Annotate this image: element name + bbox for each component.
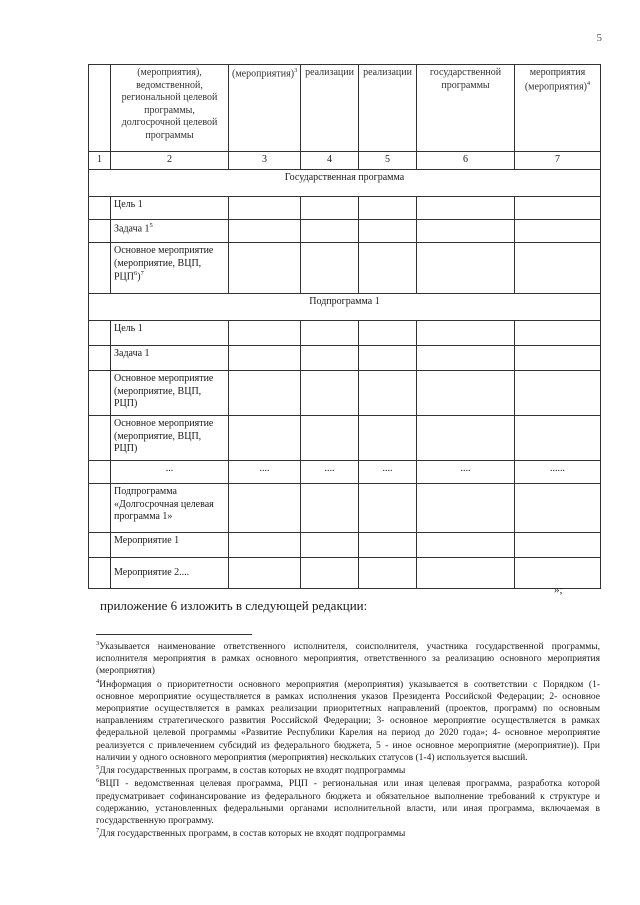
row-label-event: Мероприятие 1 — [111, 533, 229, 558]
header-cell-5: реализации — [359, 65, 417, 152]
footnote-5-text: Для государственных программ, в состав которых не входят подпрограммы — [99, 766, 406, 777]
ellipsis-label: ... — [111, 461, 229, 484]
row-label-goal: Цель 1 — [111, 197, 229, 220]
row-label-main-event: Основное мероприятие (мероприятие, ВЦП, РЦП$^6$)$^7$ — [111, 243, 229, 294]
table-row — [89, 243, 601, 294]
header-row — [89, 65, 601, 152]
header-cell-3 — [229, 65, 301, 152]
row-label-task-text: Задача 1 — [114, 223, 150, 235]
row-label-main-event-text: Основное мероприятие (мероприятие, ВЦП, РЦП — [114, 245, 214, 283]
ellipsis-cell: .... — [229, 461, 301, 484]
footnote-4-number: 4 — [96, 677, 100, 685]
footnote-ref-3: 3 — [294, 67, 298, 74]
ellipsis-cell: .... — [359, 461, 417, 484]
footnote-6-text: ВЦП - ведомственная целевая программа, РЦП - региональная или иная целевая программа, разработка которой предусматривает софинансирование из федерального бюджета и обязательное выполнение требований к структуре и содержанию, установленных федеральными органами исполнительной власти, или иная программа, включаемая в государственную программу. — [96, 779, 600, 826]
col-num-3: 3 — [229, 152, 301, 170]
table-row — [89, 371, 601, 416]
header-cell-4: реализации — [301, 65, 359, 152]
table-row — [89, 558, 601, 589]
header-cell-6: государственной программы — [417, 65, 515, 152]
footnote-4-text: Информация о приоритетности основного мероприятия (мероприятия) указывается в соответствии с Порядком (1- основное мероприятие осуществляется в рамках исполнения указов Президента Российской Федерации; 2- основное мероприятие осуществляется в рамках реализации приоритетных направлений (проектов, программ) по основным направлениям стратегического развития Российской Федерации; 3- основное мероприятие осуществляется в рамках федеральной целевой программы «Развитие Республики Карелия на период до 2020 года»; 4- основное мероприятие реализуется с привлечением субсидий из федерального бюджета, 5 - иное основное мероприятие (мероприятие)). При наличии у одного основного мероприятия (мероприятия) нескольких статусов (1-4) используется высший. — [96, 679, 600, 763]
col-num-2: 2 — [111, 152, 229, 170]
col-num-4: 4 — [301, 152, 359, 170]
footnote-4 — [96, 678, 600, 764]
footnote-3-number: 3 — [96, 640, 100, 647]
footnote-7-text: Для государственных программ, в состав которых не входят подпрограммы — [99, 829, 406, 840]
col-num-5: 5 — [359, 152, 417, 170]
header-cell-7-text: мероприятия (мероприятия) — [524, 67, 587, 92]
program-table — [88, 64, 601, 589]
col-num-6: 6 — [417, 152, 515, 170]
footnote-6 — [96, 777, 600, 827]
footnote-separator — [96, 634, 252, 635]
section-title: Государственная программа — [89, 170, 601, 197]
table-row — [89, 197, 601, 220]
footnote-7-number: 7 — [96, 826, 100, 834]
amendment-instruction: приложение 6 изложить в следующей редакции: — [100, 598, 368, 613]
row-label-main-event: Основное мероприятие (мероприятие, ВЦП, РЦП) — [111, 416, 229, 461]
section-row-subprogram — [89, 294, 601, 321]
footnote-ref-5: 5 — [149, 222, 153, 229]
row-label-event: Мероприятие 2.... — [111, 558, 229, 589]
closing-quote: »; — [554, 584, 563, 596]
col-num-1: 1 — [89, 152, 111, 170]
footnote-ref-6: 6 — [134, 270, 138, 277]
row-label-task: Задача 1 — [111, 346, 229, 371]
footnote-5 — [96, 764, 600, 777]
table-row — [89, 484, 601, 533]
footnote-ref-4: 4 — [586, 79, 591, 87]
table-row-ellipsis — [89, 461, 601, 484]
row-label-main-event: Основное мероприятие (мероприятие, ВЦП, РЦП) — [111, 371, 229, 416]
section-title: Подпрограмма 1 — [89, 294, 601, 321]
header-cell-7 — [515, 65, 601, 152]
table-row — [89, 220, 601, 243]
footnote-ref-7: 7 — [140, 270, 144, 277]
ellipsis-cell: .... — [301, 461, 359, 484]
footnote-3 — [96, 640, 600, 678]
ellipsis-cell: .... — [417, 461, 515, 484]
table-row — [89, 533, 601, 558]
footnote-3-text: Указывается наименование ответственного исполнителя, соисполнителя, участника государственной программы, исполнителя мероприятия в рамках основного мероприятия, ответственного за реализацию основного мероприятия (мероприятия) — [96, 642, 600, 677]
col-num-7: 7 — [515, 152, 601, 170]
row-label-subprogram: Подпрограмма «Долгосрочная целевая программа 1» — [111, 484, 229, 533]
row-label-task — [111, 220, 229, 243]
footnote-5-number: 5 — [96, 763, 100, 771]
column-number-row — [89, 152, 601, 170]
footnotes — [96, 640, 600, 840]
header-cell-3-text: (мероприятия) — [232, 68, 295, 80]
page-number: 5 — [596, 32, 602, 44]
footnote-6-number: 6 — [96, 777, 100, 785]
section-row-state-program — [89, 170, 601, 197]
table-row — [89, 416, 601, 461]
ellipsis-cell: ...... — [515, 461, 601, 484]
footnote-7 — [96, 827, 600, 840]
header-cell-2: (мероприятия), ведомственной, региональной целевой программы, долгосрочной целевой программы — [111, 65, 229, 152]
header-cell-1 — [89, 65, 111, 152]
table-row — [89, 321, 601, 346]
table-row — [89, 346, 601, 371]
row-label-goal: Цель 1 — [111, 321, 229, 346]
